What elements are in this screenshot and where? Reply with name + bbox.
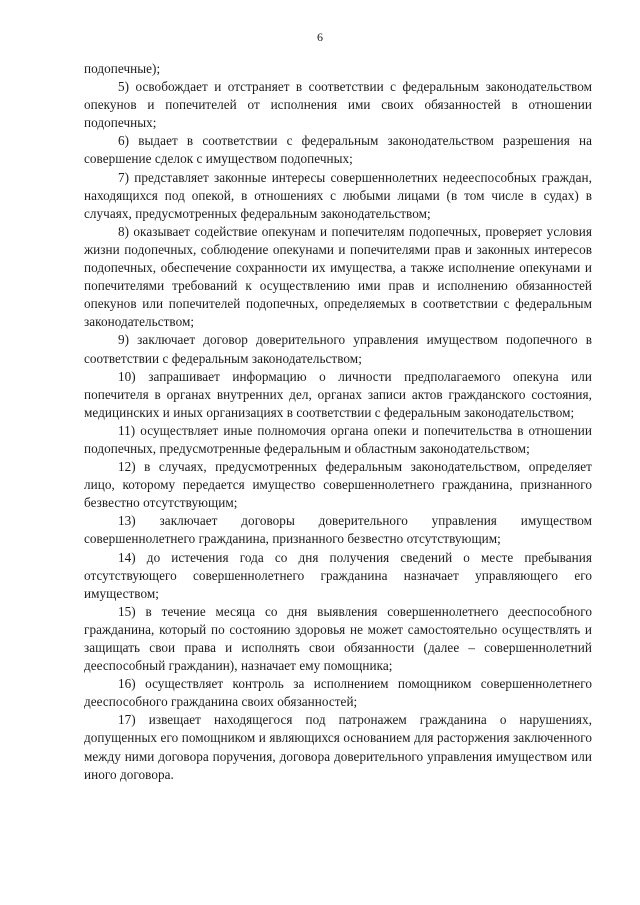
paragraph-item-17: 17) извещает находящегося под патронажем гражданина о нарушениях, допущенных его помощником и являющихся основанием для расторжения заключенного между ними договора поручения, договора доверительного управления имуществом или иного договора. [84, 712, 592, 782]
paragraph-item-7: 7) представляет законные интересы совершеннолетних недееспособных граждан, находящихся под опекой, в отношениях с любыми лицами (в том числе в судах) в случаях, предусмотренных федеральным законодательством; [84, 169, 592, 221]
paragraph-item-8: 8) оказывает содействие опекунам и попечителям подопечных, проверяет условия жизни подопечных, соблюдение опекунами и попечителями прав и законных интересов подопечных, обеспечение сохранности их имущества, а также исполнение опекунами и попечителями требований к осуществлению ими прав и исполнению обязанностей опекунов или попечителей подопечных, определяемых в соответствии с федеральным законодательством; [84, 223, 592, 330]
paragraph-item-14: 14) до истечения года со дня получения сведений о месте пребывания отсутствующего совершеннолетнего гражданина назначает управляющего его имуществом; [84, 549, 592, 601]
paragraph-item-6: 6) выдает в соответствии с федеральным законодательством разрешения на совершение сделок с имуществом подопечных; [84, 133, 592, 167]
paragraph-item-10: 10) запрашивает информацию о личности предполагаемого опекуна или попечителя в органах внутренних дел, органах записи актов гражданского состояния, медицинских и иных организациях в соответствии с федеральным законодательством; [84, 368, 592, 420]
paragraph-item-9: 9) заключает договор доверительного управления имуществом подопечного в соответствии с федеральным законодательством; [84, 332, 592, 366]
paragraph-item-5: 5) освобождает и отстраняет в соответствии с федеральным законодательством опекунов и попечителей от исполнения ими своих обязанностей в отношении подопечных; [84, 79, 592, 131]
paragraph-item-11: 11) осуществляет иные полномочия органа опеки и попечительства в отношении подопечных, предусмотренные федеральным и областным законодательством; [84, 422, 592, 456]
paragraph-item-13: 13) заключает договоры доверительного управления имуществом совершеннолетнего гражданина, признанного безвестно отсутствующим; [84, 513, 592, 547]
paragraph-item-15: 15) в течение месяца со дня выявления совершеннолетнего дееспособного гражданина, который по состоянию здоровья не может самостоятельно осуществлять и защищать свои права и исполнять свои обязанности (далее – совершеннолетний дееспособный гражданин), назначает ему помощника; [84, 603, 592, 674]
paragraph-item-16: 16) осуществляет контроль за исполнением помощником совершеннолетнего дееспособного гражданина своих обязанностей; [84, 676, 592, 710]
document-body [84, 60, 592, 784]
page-number: 6 [317, 30, 323, 44]
paragraph-item-12: 12) в случаях, предусмотренных федеральным законодательством, определяет лицо, которому передается имущество совершеннолетнего гражданина, признанного безвестно отсутствующим; [84, 459, 592, 511]
paragraph-continuation: подопечные); [84, 61, 161, 76]
